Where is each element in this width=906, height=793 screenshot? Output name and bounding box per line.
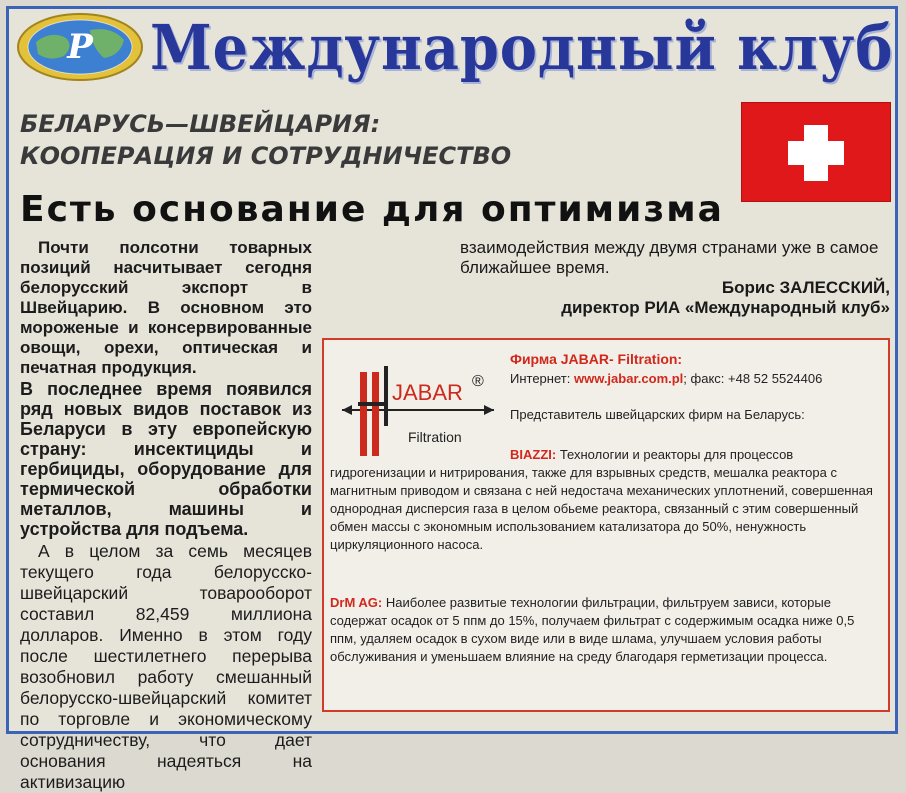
ad-web-label: Интернет: [510, 371, 571, 386]
ad-firm-name: Фирма JABAR- Filtration: [510, 351, 683, 367]
author-name: Борис ЗАЛЕССКИЙ, [721, 278, 890, 297]
svg-text:P: P [67, 27, 93, 67]
ad-representative: Представитель швейцарских фирм на Беларусь: [510, 407, 805, 422]
advertisement-box [322, 338, 890, 712]
jabar-logo-subtext: Filtration [408, 429, 462, 445]
ad-paragraph-biazzi [330, 446, 882, 554]
jabar-logo-text: JABAR [392, 380, 463, 405]
ad-contacts [510, 370, 822, 388]
author-title: директор РИА «Международный клуб» [561, 298, 890, 317]
kicker-line-2: КООПЕРАЦИЯ И СОТРУДНИЧЕСТВО [20, 142, 512, 170]
ad-fax: ; факс: +48 52 5524406 [683, 371, 823, 386]
section-kicker [20, 108, 580, 172]
article-headline: Есть основание для оптимизма [20, 189, 724, 230]
ad-biazzi-text: Технологии и реакторы для процессов гидрогенизации и нитрирования, также для взрывных средств, мешалка реактора с магнитным приводом и связана с ней недостача механических уплотнений, совершенная однородная дисперсия газа в целом обьеме реактора, связанный с этим совершенный обмен массы с экономным использованием катализатора до 50%, ненужность циркуляционного насоса. [330, 447, 873, 552]
article-body: А в целом за семь месяцев текущего года белорусско-швейцарский товарооборот составил 82,459 миллиона долларов. Именно в этом году после шестилетнего перерыва возобновил работу смешанный белорусско-швейцарский комитет по торговле и экономическому сотрудничеству, что дает основания надеяться на активизацию [20, 541, 312, 792]
ad-drm-text: Наиболее развитые технологии фильтрации, фильтруем зависи, которые содержат осадок от 5 ппм до 15%, получаем фильтрат с содержимым осадка ниже 0,5 ппм, удаляем осадок в сухом виде или в виде шлама, улучшаем условия работы обслуживания и уменьшаем влияние на среду благодаря герметизации процесса. [330, 595, 855, 664]
ad-biazzi-name: BIAZZI: [510, 447, 557, 462]
article-column-1 [20, 238, 312, 793]
ad-web-url[interactable]: www.jabar.com.pl [573, 371, 684, 386]
swiss-flag-icon [741, 102, 891, 202]
ad-paragraph-drm [330, 594, 882, 666]
kicker-line-1: БЕЛАРУСЬ—ШВЕЙЦАРИЯ: [20, 110, 381, 138]
article-continuation: взаимодействия между двумя странами уже в самое ближайшее время. [460, 238, 879, 277]
globe-logo-icon [16, 12, 144, 82]
article-column-2 [460, 238, 890, 318]
article-lead: Почти полсотни товарных позиций насчитывает сегодня белорусский экспорт в Швейцарию. В основном это мороженые и консервированные овощи, орехи, оптическая и печатная продукция. [20, 238, 312, 377]
ad-drm-name: DrM AG: [330, 595, 383, 610]
article-emphasis: В последнее время появился ряд новых видов поставок из Беларуси в эту европейскую страну: инсектициды и гербициды, оборудование для термической обработки металлов, машины и устройства для подъема. [20, 379, 312, 539]
masthead-title: Международный клуб [150, 11, 894, 84]
registered-mark: ® [472, 373, 484, 390]
